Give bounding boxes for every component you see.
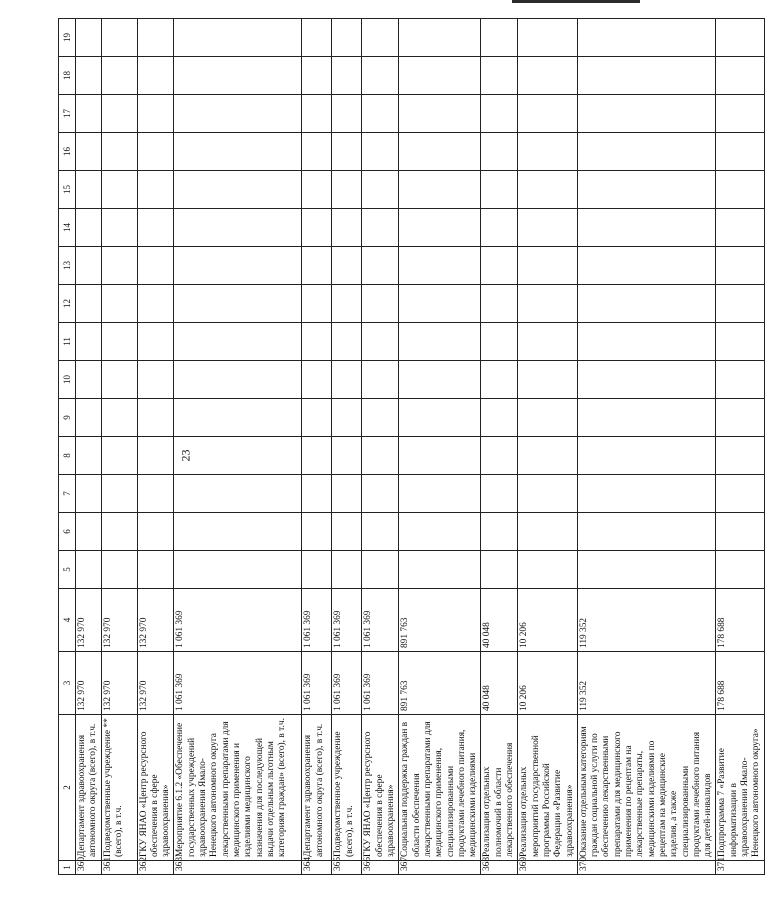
empty-cell <box>76 475 102 513</box>
empty-cell <box>481 285 518 323</box>
empty-cell <box>76 209 102 247</box>
column-number-cell: 10 <box>59 361 76 399</box>
year-amount-cell: 1 061 369 <box>332 589 362 652</box>
empty-cell <box>332 475 362 513</box>
column-number-cell: 15 <box>59 171 76 209</box>
empty-cell <box>174 475 302 513</box>
empty-cell <box>137 57 174 95</box>
empty-cell <box>362 551 399 589</box>
table-row <box>302 19 332 875</box>
empty-cell <box>332 57 362 95</box>
empty-cell <box>399 513 481 551</box>
empty-cell <box>716 361 764 399</box>
empty-cell <box>362 513 399 551</box>
empty-cell <box>518 19 577 57</box>
empty-cell <box>76 57 102 95</box>
column-number-cell: 1 <box>59 861 76 875</box>
row-number-cell: 370 <box>577 861 716 875</box>
empty-cell <box>399 209 481 247</box>
empty-cell <box>137 247 174 285</box>
empty-cell <box>362 209 399 247</box>
empty-cell <box>101 475 137 513</box>
empty-cell <box>577 437 716 475</box>
empty-cell <box>716 513 764 551</box>
total-amount-cell: 1 061 369 <box>362 652 399 715</box>
column-number-cell: 8 <box>59 437 76 475</box>
empty-cell <box>716 551 764 589</box>
empty-cell <box>362 437 399 475</box>
empty-cell <box>174 247 302 285</box>
empty-cell <box>577 361 716 399</box>
empty-cell <box>399 57 481 95</box>
column-number-cell: 2 <box>59 715 76 861</box>
empty-cell <box>302 323 332 361</box>
row-number-cell: 366 <box>362 861 399 875</box>
column-number-cell: 19 <box>59 19 76 57</box>
total-amount-cell: 891 763 <box>399 652 481 715</box>
empty-cell <box>481 95 518 133</box>
column-number-cell: 16 <box>59 133 76 171</box>
empty-cell <box>518 57 577 95</box>
budget-table <box>58 18 765 875</box>
empty-cell <box>481 19 518 57</box>
empty-cell <box>577 95 716 133</box>
empty-cell <box>101 323 137 361</box>
empty-cell <box>332 285 362 323</box>
row-name-cell: Подведомственные учреждение ** (всего), в т.ч. <box>101 715 137 861</box>
empty-cell <box>716 399 764 437</box>
empty-cell <box>332 323 362 361</box>
empty-cell <box>101 437 137 475</box>
empty-cell <box>174 133 302 171</box>
empty-cell <box>137 361 174 399</box>
rotated-table-container <box>58 33 762 875</box>
empty-cell <box>399 285 481 323</box>
year-amount-cell: 1 061 369 <box>302 589 332 652</box>
empty-cell <box>716 209 764 247</box>
year-amount-cell: 132 970 <box>137 589 174 652</box>
empty-cell <box>716 323 764 361</box>
total-amount-cell: 132 970 <box>76 652 102 715</box>
empty-cell <box>302 95 332 133</box>
year-amount-cell: 1 061 369 <box>362 589 399 652</box>
empty-cell <box>518 399 577 437</box>
empty-cell <box>518 437 577 475</box>
empty-cell <box>716 247 764 285</box>
empty-cell <box>481 399 518 437</box>
empty-cell <box>302 475 332 513</box>
row-name-cell: Департамент здравоохранения автономного округа (всего), в т.ч. <box>302 715 332 861</box>
empty-cell <box>716 475 764 513</box>
empty-cell <box>332 437 362 475</box>
empty-cell <box>716 19 764 57</box>
empty-cell <box>362 323 399 361</box>
empty-cell <box>76 513 102 551</box>
empty-cell <box>137 19 174 57</box>
empty-cell <box>332 513 362 551</box>
empty-cell <box>76 19 102 57</box>
empty-cell <box>76 323 102 361</box>
total-amount-cell: 1 061 369 <box>332 652 362 715</box>
empty-cell <box>137 285 174 323</box>
row-name-cell: Департамент здравоохранения автономного округа (всего), в т.ч. <box>76 715 102 861</box>
column-number-cell: 13 <box>59 247 76 285</box>
empty-cell <box>302 399 332 437</box>
empty-cell <box>518 285 577 323</box>
total-amount-cell: 40 048 <box>481 652 518 715</box>
empty-cell <box>137 551 174 589</box>
total-amount-cell: 1 061 369 <box>174 652 302 715</box>
empty-cell <box>137 513 174 551</box>
column-number-cell: 7 <box>59 475 76 513</box>
empty-cell <box>137 323 174 361</box>
row-name-cell: Мероприятие 6.1.2 «Обеспечение государственных учреждений здравоохранения Ямало-Ненецкого автономного округа лекарственными препаратами для медицинского применения и изделиями медицинского назначения для последующей выдачи отдельным льготным категориям граждан» (всего), в т.ч. <box>174 715 302 861</box>
empty-cell <box>716 133 764 171</box>
empty-cell <box>137 437 174 475</box>
row-name-cell: ГКУ ЯНАО «Центр ресурсного обеспечения в сфере здравоохранения» <box>362 715 399 861</box>
table-row <box>174 19 302 875</box>
column-number-cell: 12 <box>59 285 76 323</box>
row-number-cell: 368 <box>481 861 518 875</box>
empty-cell <box>577 551 716 589</box>
empty-cell <box>481 133 518 171</box>
empty-cell <box>362 247 399 285</box>
empty-cell <box>332 399 362 437</box>
empty-cell <box>518 95 577 133</box>
empty-cell <box>481 247 518 285</box>
empty-cell <box>399 323 481 361</box>
empty-cell <box>577 19 716 57</box>
empty-cell <box>399 399 481 437</box>
empty-cell <box>174 285 302 323</box>
empty-cell <box>481 209 518 247</box>
empty-cell <box>332 19 362 57</box>
year-amount-cell: 119 352 <box>577 589 716 652</box>
empty-cell <box>101 95 137 133</box>
empty-cell <box>76 285 102 323</box>
empty-cell <box>399 133 481 171</box>
empty-cell <box>399 361 481 399</box>
table-row <box>481 19 518 875</box>
row-number-cell: 363 <box>174 861 302 875</box>
empty-cell <box>362 475 399 513</box>
empty-cell <box>399 95 481 133</box>
table-row <box>518 19 577 875</box>
empty-cell <box>101 171 137 209</box>
total-amount-cell: 10 206 <box>518 652 577 715</box>
column-number-cell: 5 <box>59 551 76 589</box>
empty-cell <box>399 19 481 57</box>
year-amount-cell: 1 061 369 <box>174 589 302 652</box>
empty-cell <box>76 551 102 589</box>
empty-cell <box>481 361 518 399</box>
empty-cell <box>302 437 332 475</box>
empty-cell <box>101 399 137 437</box>
empty-cell <box>76 437 102 475</box>
empty-cell <box>174 95 302 133</box>
empty-cell <box>101 19 137 57</box>
empty-cell <box>577 57 716 95</box>
empty-cell <box>362 285 399 323</box>
empty-cell <box>76 133 102 171</box>
empty-cell <box>302 513 332 551</box>
empty-cell <box>76 171 102 209</box>
empty-cell <box>137 475 174 513</box>
empty-cell <box>577 399 716 437</box>
empty-cell <box>481 551 518 589</box>
empty-cell <box>716 95 764 133</box>
year-amount-cell: 132 970 <box>76 589 102 652</box>
empty-cell <box>362 399 399 437</box>
empty-cell <box>101 513 137 551</box>
column-number-cell: 4 <box>59 589 76 652</box>
empty-cell <box>174 551 302 589</box>
empty-cell <box>518 551 577 589</box>
year-amount-cell: 891 763 <box>399 589 481 652</box>
empty-cell <box>137 399 174 437</box>
empty-cell <box>302 19 332 57</box>
empty-cell <box>577 513 716 551</box>
empty-cell <box>716 57 764 95</box>
year-amount-cell: 178 688 <box>716 589 764 652</box>
empty-cell <box>399 437 481 475</box>
empty-cell <box>302 247 332 285</box>
row-name-cell: Реализация отдельных мероприятий государственной программы Российской Федерации «Развитие здравоохранения» <box>518 715 577 861</box>
empty-cell <box>399 475 481 513</box>
row-number-cell: 365 <box>332 861 362 875</box>
empty-cell <box>332 171 362 209</box>
empty-cell <box>76 247 102 285</box>
table-row <box>399 19 481 875</box>
empty-cell <box>137 171 174 209</box>
year-amount-cell: 10 206 <box>518 589 577 652</box>
table-row <box>137 19 174 875</box>
empty-cell <box>716 437 764 475</box>
row-number-cell: 360 <box>76 861 102 875</box>
empty-cell <box>362 19 399 57</box>
table-row <box>716 19 764 875</box>
row-name-cell: Подпрограмма 7 «Развитие информатизации в здравоохранении Ямало-Ненецкого автономного округа» <box>716 715 764 861</box>
empty-cell <box>481 475 518 513</box>
empty-cell <box>76 361 102 399</box>
empty-cell <box>716 171 764 209</box>
empty-cell <box>174 171 302 209</box>
empty-cell <box>302 133 332 171</box>
row-number-cell: 364 <box>302 861 332 875</box>
empty-cell <box>362 95 399 133</box>
empty-cell <box>362 361 399 399</box>
empty-cell <box>518 361 577 399</box>
empty-cell <box>302 361 332 399</box>
empty-cell <box>577 209 716 247</box>
year-amount-cell: 132 970 <box>101 589 137 652</box>
empty-cell <box>518 323 577 361</box>
empty-cell <box>332 247 362 285</box>
empty-cell <box>76 95 102 133</box>
row-name-cell: Оказание отдельным категориям граждан социальной услуги по обеспечению лекарственными препаратами для медицинского применения по рецептам на лекарственные препараты, медицинскими изделиями по рецептам на медицинские изделия, а также специализированными продуктами лечебного питания для детей-инвалидов <box>577 715 716 861</box>
empty-cell <box>174 399 302 437</box>
page-number: 23 <box>178 449 193 462</box>
empty-cell <box>101 551 137 589</box>
column-number-cell: 18 <box>59 57 76 95</box>
table-row <box>101 19 137 875</box>
row-name-cell: Подведомственное учреждение (всего), в т.ч. <box>332 715 362 861</box>
total-amount-cell: 132 970 <box>101 652 137 715</box>
empty-cell <box>101 361 137 399</box>
empty-cell <box>518 209 577 247</box>
empty-cell <box>481 57 518 95</box>
empty-cell <box>577 475 716 513</box>
empty-cell <box>101 57 137 95</box>
empty-cell <box>481 513 518 551</box>
empty-cell <box>518 171 577 209</box>
row-number-cell: 362 <box>137 861 174 875</box>
empty-cell <box>399 247 481 285</box>
row-number-cell: 361 <box>101 861 137 875</box>
row-number-cell: 371 <box>716 861 764 875</box>
empty-cell <box>577 285 716 323</box>
empty-cell <box>332 133 362 171</box>
empty-cell <box>518 247 577 285</box>
empty-cell <box>137 209 174 247</box>
empty-cell <box>101 133 137 171</box>
empty-cell <box>174 209 302 247</box>
empty-cell <box>332 209 362 247</box>
empty-cell <box>302 171 332 209</box>
row-name-cell: Реализация отдельных полномочий в области лекарственного обеспечения <box>481 715 518 861</box>
empty-cell <box>101 285 137 323</box>
empty-cell <box>101 247 137 285</box>
year-amount-cell: 40 048 <box>481 589 518 652</box>
empty-cell <box>399 551 481 589</box>
empty-cell <box>302 57 332 95</box>
empty-cell <box>332 551 362 589</box>
table-row <box>362 19 399 875</box>
empty-cell <box>302 209 332 247</box>
empty-cell <box>716 285 764 323</box>
empty-cell <box>76 399 102 437</box>
empty-cell <box>362 171 399 209</box>
empty-cell <box>174 19 302 57</box>
empty-cell <box>362 57 399 95</box>
empty-cell <box>174 323 302 361</box>
empty-cell <box>137 133 174 171</box>
empty-cell <box>577 247 716 285</box>
empty-cell <box>577 171 716 209</box>
empty-cell <box>481 323 518 361</box>
empty-cell <box>332 95 362 133</box>
row-number-cell: 367 <box>399 861 481 875</box>
column-number-cell: 3 <box>59 652 76 715</box>
total-amount-cell: 178 688 <box>716 652 764 715</box>
table-row <box>332 19 362 875</box>
row-number-cell: 369 <box>518 861 577 875</box>
header-row <box>59 19 76 875</box>
row-name-cell: Социальная поддержка граждан в области обеспечения лекарственными препаратами для медицинского применения, специализированными продуктами лечебного питания, медицинскими изделиями <box>399 715 481 861</box>
empty-cell <box>481 437 518 475</box>
empty-cell <box>362 133 399 171</box>
empty-cell <box>302 285 332 323</box>
empty-cell <box>577 133 716 171</box>
table-row <box>76 19 102 875</box>
empty-cell <box>518 513 577 551</box>
table-row <box>577 19 716 875</box>
empty-cell <box>399 171 481 209</box>
empty-cell <box>174 57 302 95</box>
empty-cell <box>101 209 137 247</box>
column-number-cell: 9 <box>59 399 76 437</box>
empty-cell <box>332 361 362 399</box>
column-number-cell: 11 <box>59 323 76 361</box>
column-number-cell: 14 <box>59 209 76 247</box>
empty-cell <box>481 171 518 209</box>
empty-cell <box>137 95 174 133</box>
column-number-cell: 17 <box>59 95 76 133</box>
empty-cell <box>174 361 302 399</box>
column-number-cell: 6 <box>59 513 76 551</box>
empty-cell <box>577 323 716 361</box>
row-name-cell: ГКУ ЯНАО «Центр ресурсного обеспечения в сфере здравоохранения» <box>137 715 174 861</box>
total-amount-cell: 132 970 <box>137 652 174 715</box>
empty-cell <box>302 551 332 589</box>
empty-cell <box>174 513 302 551</box>
empty-cell <box>518 133 577 171</box>
empty-cell <box>518 475 577 513</box>
empty-cell <box>174 437 302 475</box>
total-amount-cell: 119 352 <box>577 652 716 715</box>
total-amount-cell: 1 061 369 <box>302 652 332 715</box>
